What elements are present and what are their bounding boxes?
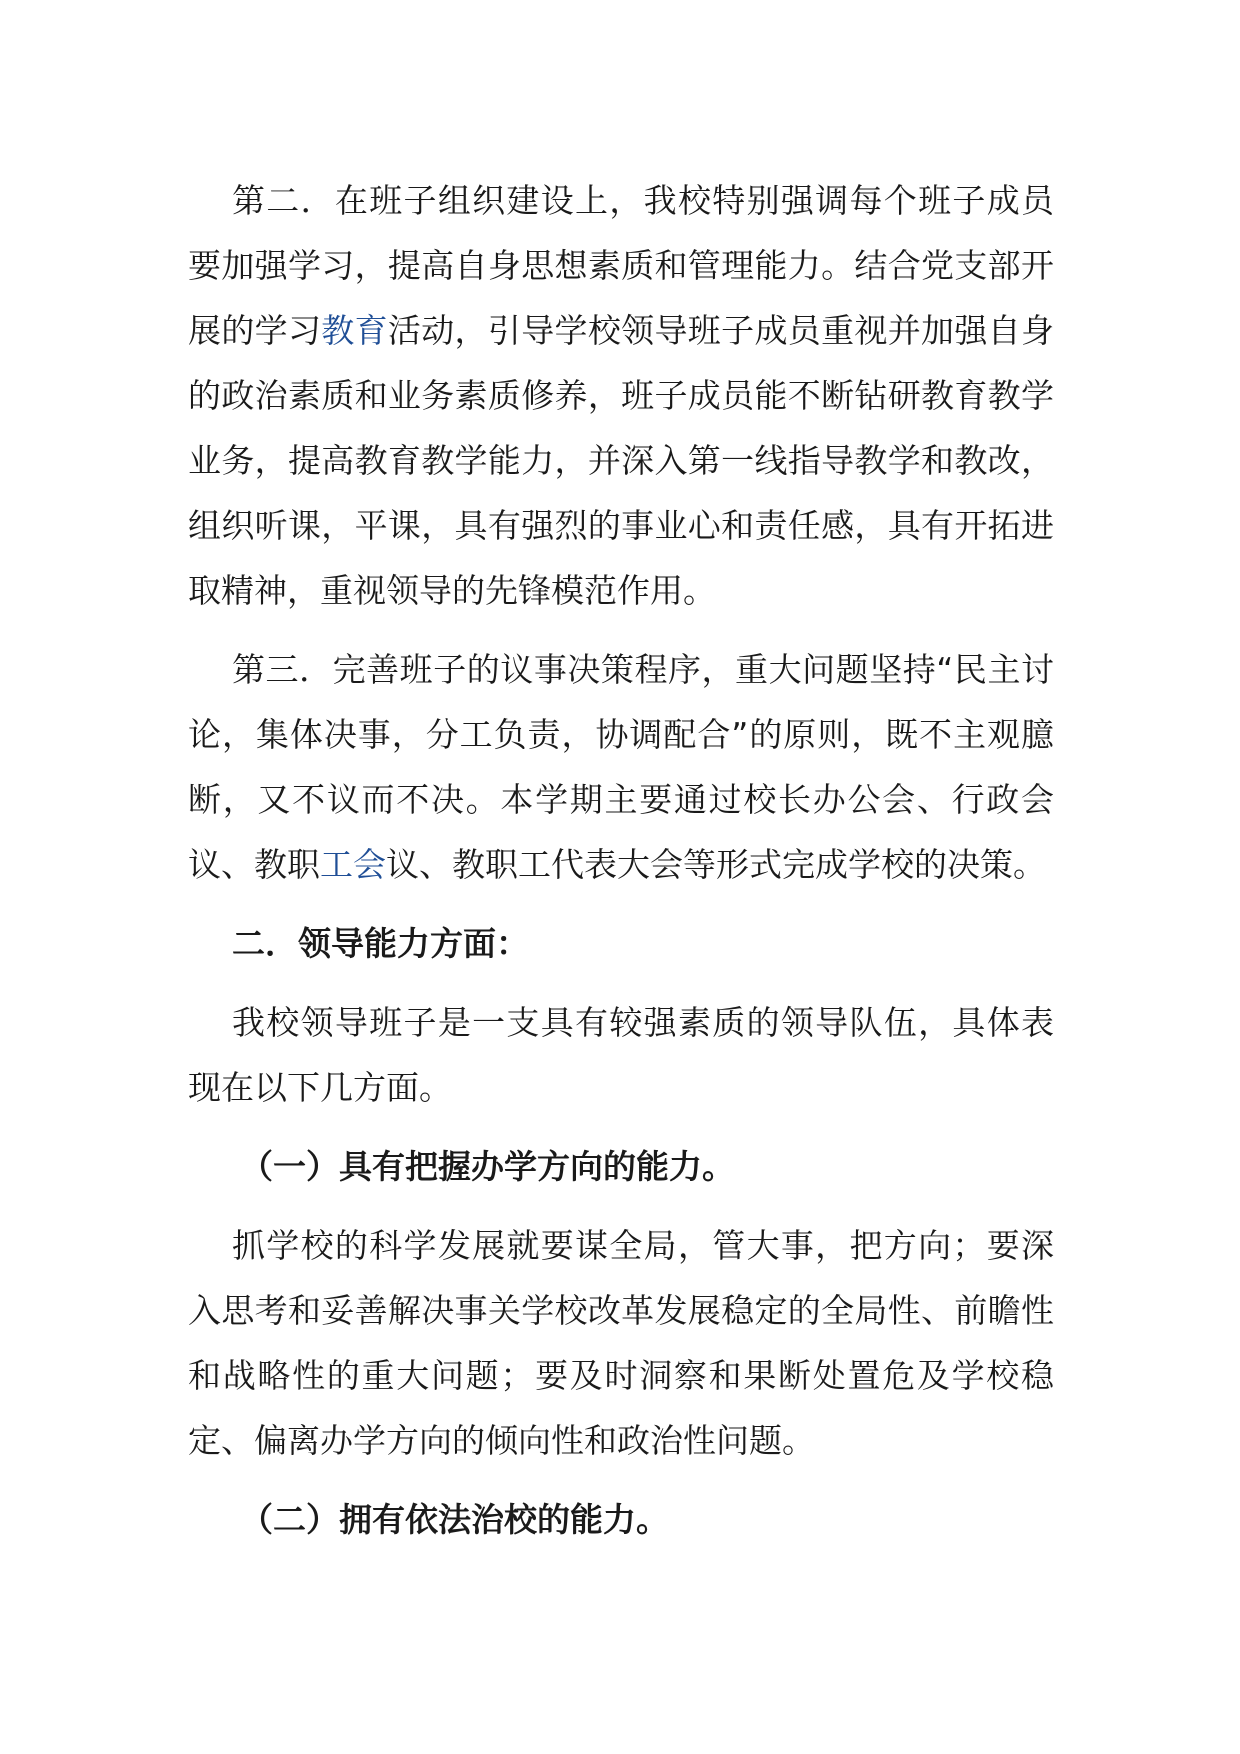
section-heading-leadership: 二．领导能力方面： bbox=[232, 924, 529, 963]
paragraph-text: 第二．在班子组织建设上，我校特别强调每个班子成员要加强学习，提高自身思想素质和管理能力。结合党支部开展的学习 bbox=[188, 181, 1054, 350]
union-link[interactable]: 工会 bbox=[320, 845, 386, 884]
paragraph-leadership-intro: 我校领导班子是一支具有较强素质的领导队伍，具体表现在以下几方面。 bbox=[188, 1003, 1054, 1107]
paragraph-text: 议、教职工代表大会等形式完成学校的决策。 bbox=[386, 845, 1046, 884]
paragraph-text: 活动，引导学校领导班子成员重视并加强自身的政治素质和业务素质修养，班子成员能不断钻研教育教学业务，提高教育教学能力，并深入第一线指导教学和教改，组织听课，平课，具有强烈的事业心和责任感，具有开拓进取精神，重视领导的先锋模范作用。 bbox=[188, 311, 1055, 610]
education-link[interactable]: 教育 bbox=[321, 311, 388, 350]
subheading-direction: （一）具有把握办学方向的能力。 bbox=[240, 1147, 735, 1186]
subheading-rule-of-law: （二）拥有依法治校的能力。 bbox=[240, 1500, 669, 1539]
paragraph-direction: 抓学校的科学发展就要谋全局，管大事，把方向；要深入思考和妥善解决事关学校改革发展稳定的全局性、前瞻性和战略性的重大问题；要及时洞察和果断处置危及学校稳定、偏离办学方向的倾向性和政治性问题。 bbox=[188, 1226, 1054, 1460]
paragraph-text: 第三．完善班子的议事决策程序，重大问题坚持“民主讨论，集体决事，分工负责，协调配合”的原则，既不主观臆断，又不议而不决。本学期主要通过校长办公会、行政会议、教职 bbox=[188, 650, 1054, 884]
paragraph-team-building bbox=[188, 168, 1054, 623]
paragraph-decision-procedure bbox=[188, 637, 1054, 897]
